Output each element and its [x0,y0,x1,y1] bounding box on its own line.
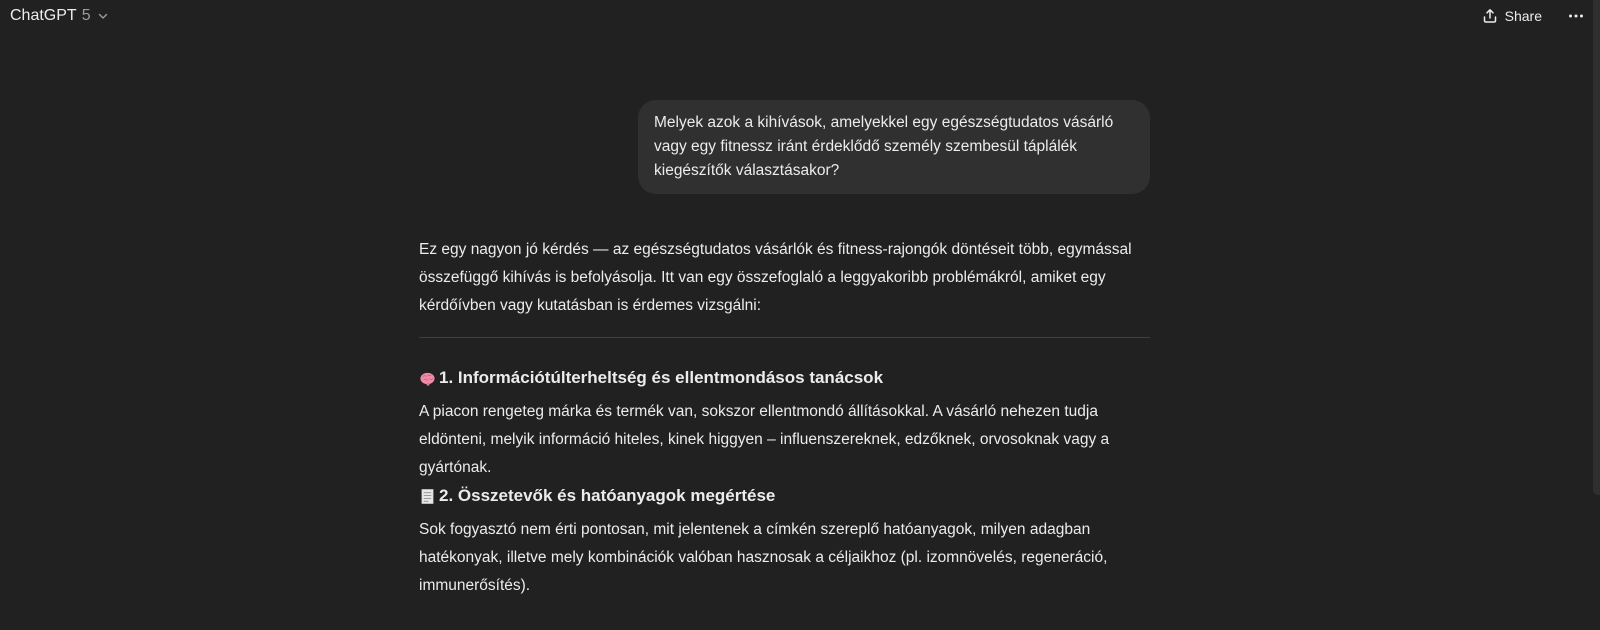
share-label: Share [1504,8,1542,24]
share-upload-icon [1482,8,1498,24]
receipt-emoji-icon [419,488,436,505]
section-heading-2 [419,482,1150,510]
top-bar [0,0,1600,32]
section-heading-1-text: 1. Információtúlterheltség és ellentmondásos tanácsok [439,368,884,387]
share-button[interactable] [1482,8,1542,24]
assistant-message [419,236,1150,600]
model-switcher-button[interactable] [10,7,109,25]
user-message-bubble: Melyek azok a kihívások, amelyekkel egy egészségtudatos vásárló vagy egy fitnessz iránt érdeklődő személy szembesül táplálék kiegészítők választásakor? [638,100,1150,194]
divider [419,337,1150,338]
section-heading-2-text: 2. Összetevők és hatóanyagok megértése [439,486,776,505]
scrollbar-thumb[interactable] [1593,0,1600,495]
section-body-2: Sok fogyasztó nem érti pontosan, mit jelentenek a címkén szereplő hatóanyagok, milyen adagban hatékonyak, illetve mely kombinációk valóban hasznosak a céljaikhoz (pl. izomnövelés, regeneráció, immunerősítés). [419,521,1108,594]
assistant-intro: Ez egy nagyon jó kérdés — az egészségtudatos vásárlók és fitness-rajongók döntéseit több, egymással összefüggő kihívás is befolyásolja. Itt van egy összefoglaló a leggyakoribb problémákról, amiket egy kérdőívben vagy kutatásban is érdemes vizsgálni: [419,241,1132,314]
section-heading-1 [419,364,1150,392]
brain-emoji-icon [419,370,436,387]
model-name: ChatGPT [10,7,77,24]
conversation-thread [419,100,1150,600]
section-body-1: A piacon rengeteg márka és termék van, sokszor ellentmondó állításokkal. A vásárló nehezen tudja eldönteni, melyik információ hiteles, kinek higgyen – influenszereknek, edzőknek, orvosoknak vagy a gyártónak. [419,403,1110,476]
user-message-row [419,100,1150,194]
model-version: 5 [81,7,91,24]
more-horizontal-icon[interactable] [1568,8,1584,24]
top-actions [1482,8,1584,24]
chevron-down-icon [97,10,109,22]
